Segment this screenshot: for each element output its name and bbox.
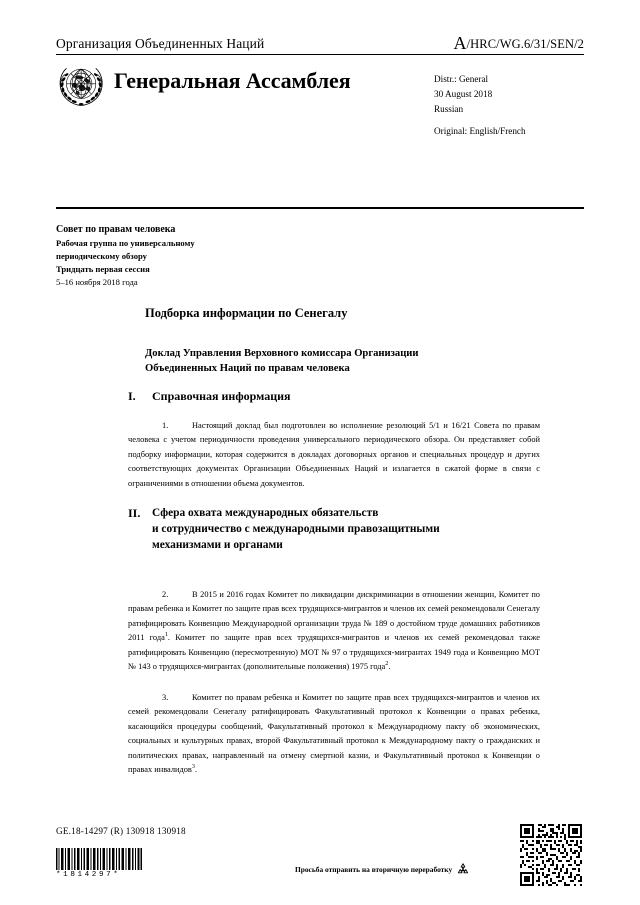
header-bottom-rule bbox=[56, 207, 584, 209]
un-emblem-icon bbox=[56, 64, 108, 108]
recycle-notice bbox=[295, 862, 470, 876]
paragraph-3 bbox=[128, 691, 540, 778]
paragraph-2-text-part-3: . bbox=[388, 662, 391, 672]
document-symbol-rest: /HRC/WG.6/31/SEN/2 bbox=[466, 37, 584, 51]
section-2-title-line-2: и сотрудничество с международными правозащитными bbox=[152, 523, 440, 536]
recycle-label: Просьба отправить на вторичную переработку bbox=[295, 864, 453, 874]
section-1-number: I. bbox=[128, 389, 136, 403]
job-number: GE.18-14297 (R) 130918 130918 bbox=[56, 826, 186, 836]
paragraph-3-number: 3. bbox=[162, 693, 169, 702]
working-group-line-1: Рабочая группа по универсальному bbox=[56, 238, 195, 249]
paragraph-2-text-part-2: . Комитет по защите прав всех трудящихся-мигрантов и членов их семей рекомендовал также ратифицировать Конвенцию (пересмотренную) МОТ № 97 о трудящихся-мигрантах 1949 года и Конвенцию МОТ № 143 о трудящихся-мигрантах (дополнительные положения) 1975 года bbox=[128, 633, 541, 672]
paragraph-2 bbox=[128, 588, 540, 675]
session-number: Тридцать первая сессия bbox=[56, 264, 150, 275]
page-subtitle-line-2: Объединенных Наций по правам человека bbox=[145, 363, 350, 375]
paragraph-1-number: 1. bbox=[162, 421, 169, 430]
paragraph-2-number: 2. bbox=[162, 590, 169, 599]
barcode-number: *1814297* bbox=[56, 871, 121, 879]
paragraph-3-text-part-1: Комитет по правам ребенка и Комитет по защите прав всех трудящихся-мигрантов и членов их семей рекомендовали Сенегалу ратифицировать Факультативный протокол к Конвенции о правах ребенка, касающийся процедуры сообщений, Факультативный протокол к Международному пакту об экономических, социальных и культурных правах, второй Факультативный протокол к Международному пакту о гражданских и политических правах, направленный на отмену смертной казни, и Факультативный протокол к Конвенции о правах инвалидов bbox=[128, 693, 540, 775]
paragraph-3-footnote-ref-1[interactable]: 3 bbox=[191, 763, 195, 771]
distribution-original: Original: English/French bbox=[434, 125, 526, 136]
section-1-title: Справочная информация bbox=[152, 389, 291, 403]
recycle-icon bbox=[456, 862, 470, 876]
distribution-block bbox=[434, 72, 584, 139]
barcode-block bbox=[56, 848, 142, 879]
paragraph-1 bbox=[128, 419, 540, 491]
paragraph-2-footnote-ref-2[interactable]: 2 bbox=[385, 660, 389, 668]
paragraph-3-text-part-2: . bbox=[195, 765, 198, 775]
session-info bbox=[56, 222, 456, 289]
session-dates: 5–16 ноября 2018 года bbox=[56, 277, 138, 288]
masthead bbox=[56, 34, 584, 139]
body-title: Генеральная Ассамблея bbox=[114, 68, 351, 93]
barcode-icon bbox=[56, 848, 142, 870]
document-symbol bbox=[453, 34, 584, 52]
distribution-language: Russian bbox=[434, 103, 464, 114]
section-2-number: II. bbox=[128, 506, 141, 520]
distribution-date: 30 August 2018 bbox=[434, 88, 493, 99]
distribution-type: Distr.: General bbox=[434, 74, 489, 84]
section-2-title bbox=[152, 505, 440, 554]
paragraph-2-footnote-ref-1[interactable]: 1 bbox=[164, 631, 168, 639]
section-2-title-line-1: Сфера охвата международных обязательств bbox=[152, 507, 379, 519]
masthead-divider bbox=[56, 54, 584, 55]
section-heading-1 bbox=[128, 388, 540, 405]
section-heading-2 bbox=[128, 505, 540, 554]
masthead-top-row bbox=[56, 34, 584, 54]
page-subtitle bbox=[145, 346, 545, 377]
working-group-line-2: периодическому обзору bbox=[56, 251, 147, 262]
section-2-title-line-3: механизмами и органами bbox=[152, 539, 283, 552]
paragraph-2-text-part-1: В 2015 и 2016 годах Комитет по ликвидации дискриминации в отношении женщин, Комитет по правам ребенка и Комитет по защите прав всех трудящихся-мигрантов и членов их семей рекомендовали Сенегалу ратифицировать Конвенцию Международной организации труда № 189 о достойном труде домашних работников 2011 года bbox=[128, 590, 540, 643]
qr-code-icon bbox=[518, 822, 584, 888]
organization-name: Организация Объединенных Наций bbox=[56, 36, 265, 52]
page-subtitle-line-1: Доклад Управления Верховного комиссара Организации bbox=[145, 347, 419, 359]
title-block bbox=[145, 305, 545, 377]
distribution-spacer bbox=[434, 117, 584, 124]
page-title: Подборка информации по Сенегалу bbox=[145, 306, 348, 320]
council-name: Совет по правам человека bbox=[56, 224, 176, 235]
document-symbol-prefix: A bbox=[453, 33, 467, 53]
paragraph-1-text: Настоящий доклад был подготовлен во исполнение резолюций 5/1 и 16/21 Совета по правам человека с учетом периодичности проведения универсального периодического обзора. Он представляет собой подборку информации, которая содержится в докладах договорных органов и специальных процедур и других соответствующих документах Организации Объединенных Наций и излагается в сжатой форме в связи с ограничениями в отношении объема документов. bbox=[128, 421, 540, 488]
masthead-bottom-row bbox=[56, 62, 584, 139]
